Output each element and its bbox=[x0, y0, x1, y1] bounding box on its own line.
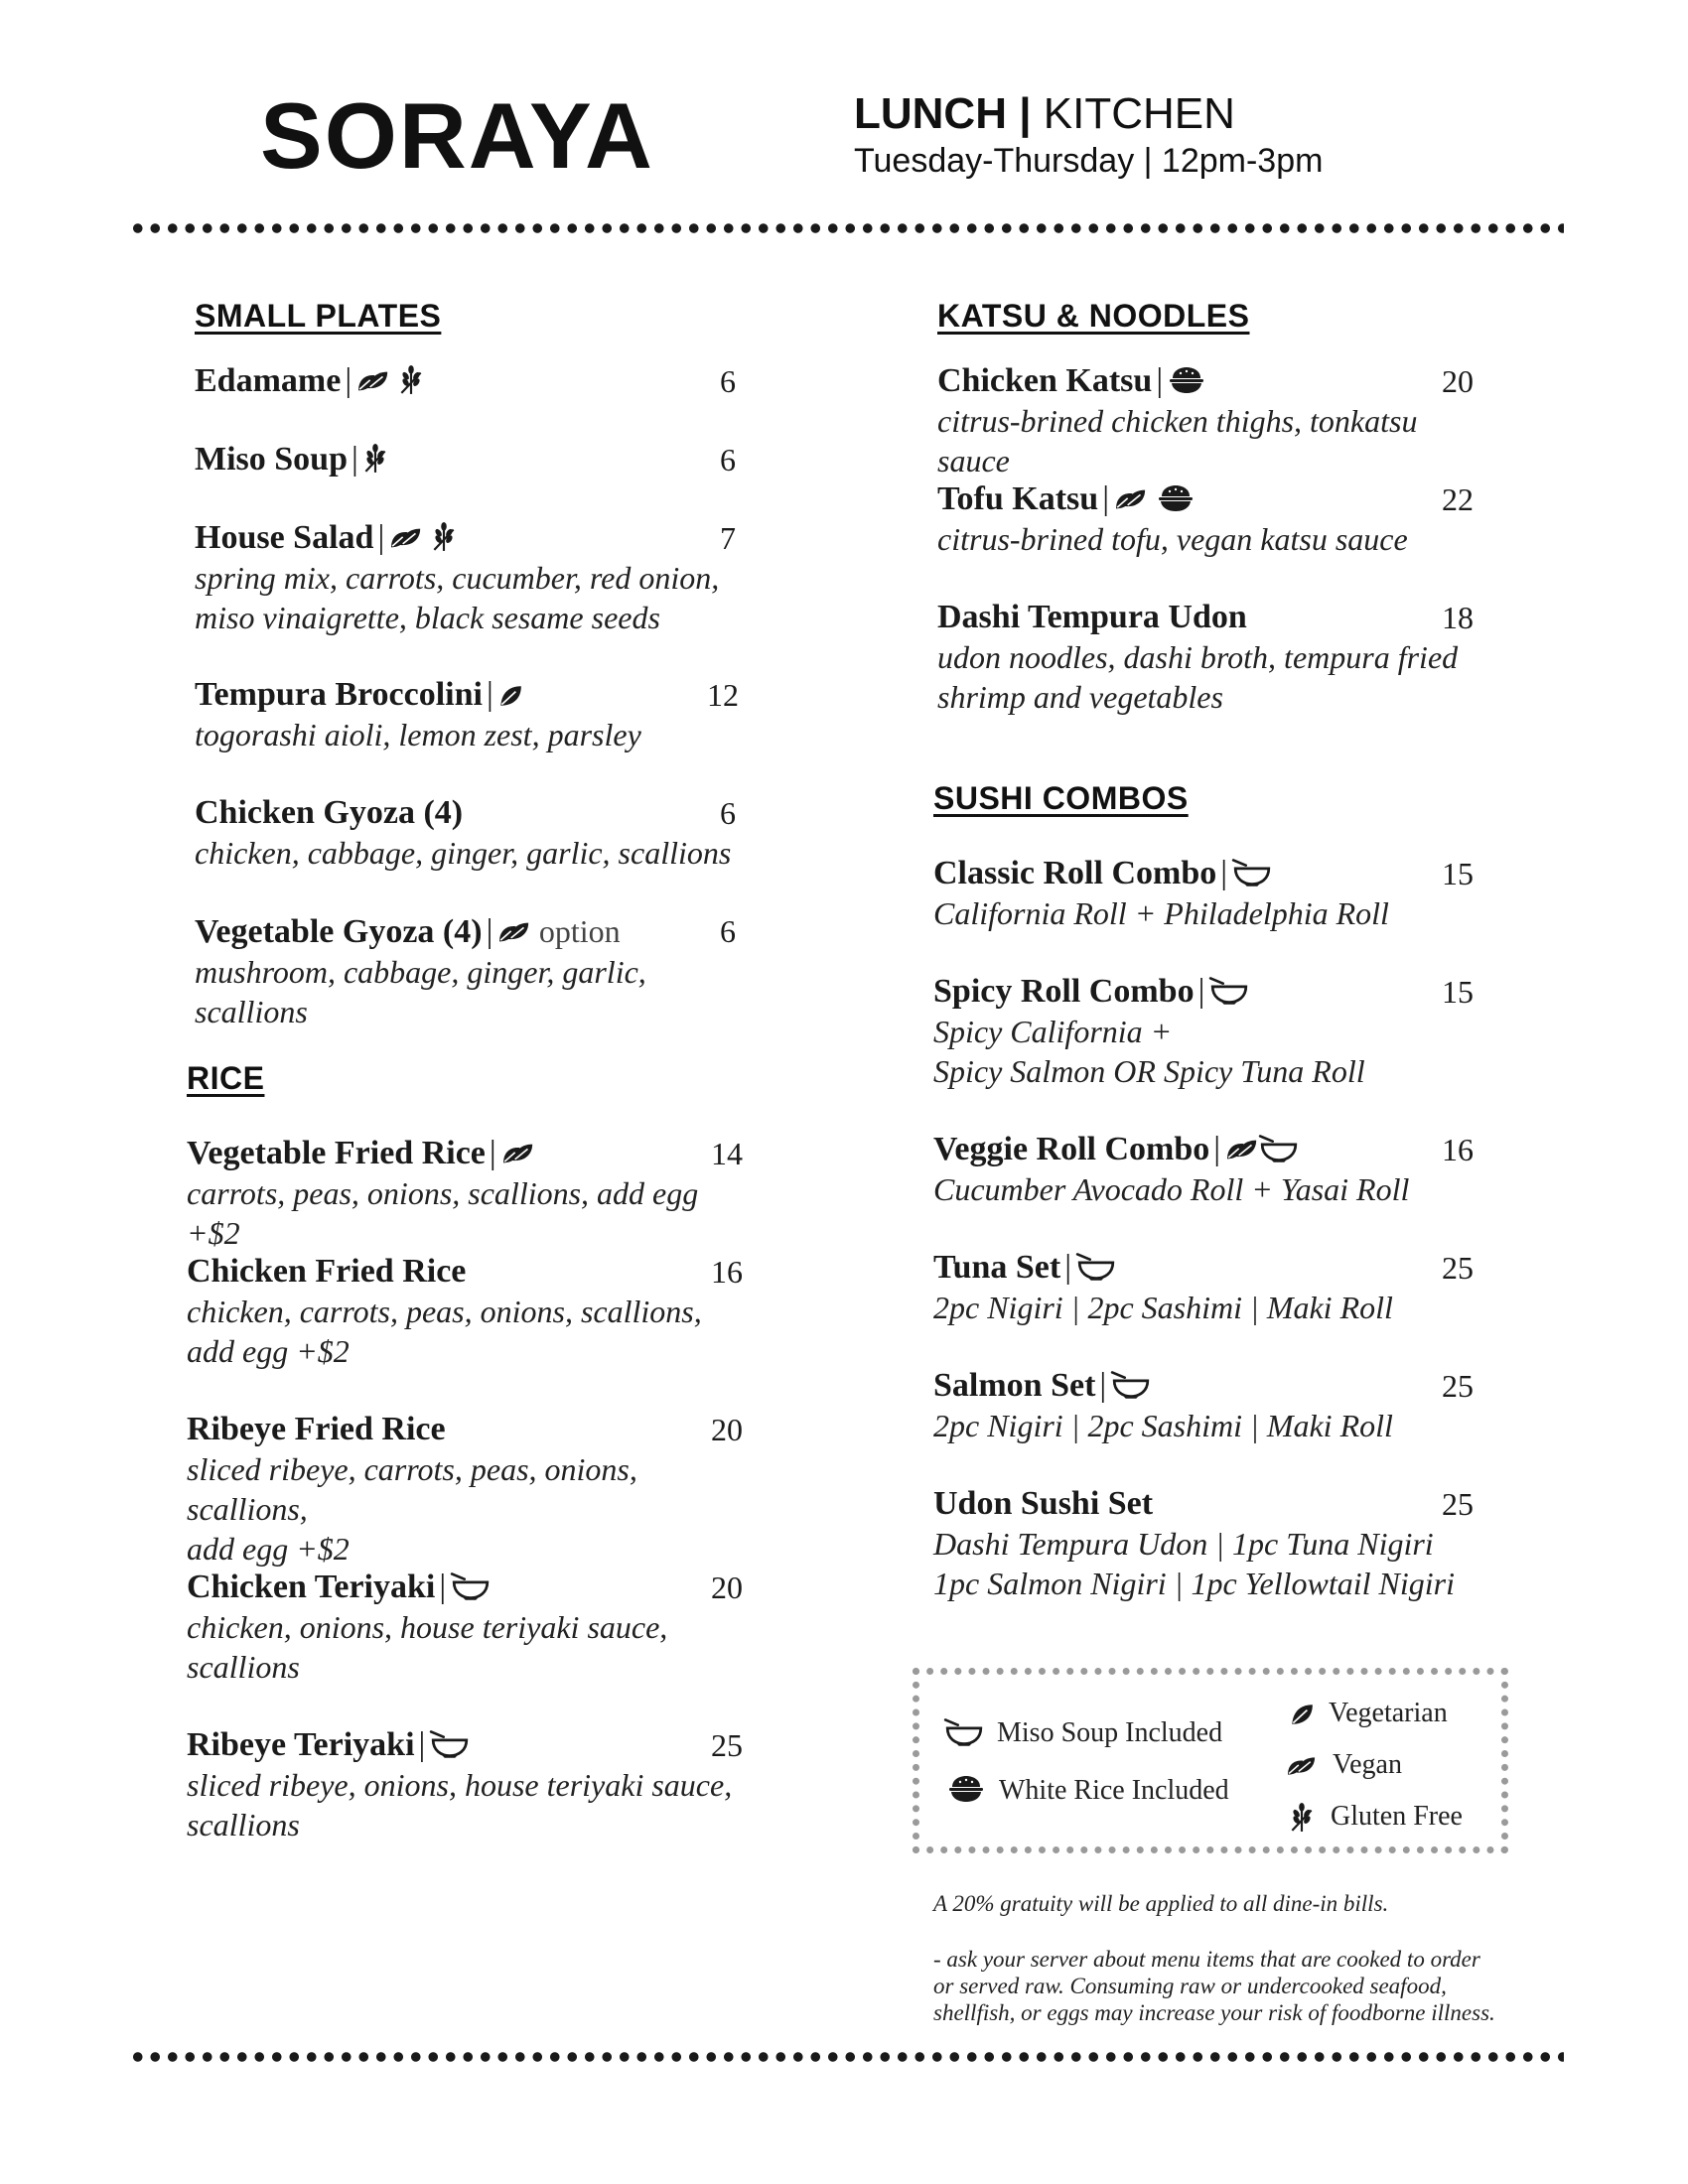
miso-soup-icon bbox=[450, 1570, 492, 1601]
item-price: 14 bbox=[711, 1136, 743, 1171]
legend-rice-label: White Rice Included bbox=[999, 1775, 1229, 1806]
item-name: Udon Sushi Set bbox=[933, 1485, 1154, 1522]
bottom-dotted-divider bbox=[129, 2051, 1564, 2063]
item-name: Chicken Teriyaki bbox=[187, 1569, 436, 1605]
gluten-free-icon bbox=[431, 522, 457, 552]
item-description: spring mix, carrots, cucumber, red onion, bbox=[195, 560, 720, 596]
item-price: 16 bbox=[1442, 1132, 1474, 1167]
item-description: Cucumber Avocado Roll + Yasai Roll bbox=[933, 1171, 1410, 1207]
menu-item: Edamame | 6 bbox=[195, 362, 736, 399]
legend-miso-label: Miso Soup Included bbox=[997, 1717, 1223, 1748]
item-description: Dashi Tempura Udon | 1pc Tuna Nigiri bbox=[933, 1526, 1434, 1562]
item-price: 20 bbox=[1442, 363, 1474, 399]
menu-item: Chicken Teriyaki | 20 chicken, onions, house teriyaki sauce, scallions bbox=[187, 1569, 743, 1685]
item-description: chicken, carrots, peas, onions, scallions, bbox=[187, 1294, 702, 1329]
item-name: Vegetable Fried Rice bbox=[187, 1135, 486, 1171]
section-sushi-combos: SUSHI COMBOS bbox=[933, 780, 1189, 816]
menu-item bbox=[937, 598, 1493, 717]
vegan-icon bbox=[355, 367, 389, 395]
menu-item: Vegetable Fried Rice | 14 carrots, peas, onions, scallions, add egg +$2 bbox=[187, 1135, 743, 1251]
item-description: 1pc Salmon Nigiri | 1pc Yellowtail Nigiri bbox=[933, 1566, 1455, 1601]
item-description: California Roll + Philadelphia Roll bbox=[933, 895, 1389, 931]
vegan-icon bbox=[1224, 1136, 1258, 1163]
section-katsu-noodles: KATSU & NOODLES bbox=[937, 298, 1250, 334]
item-name: House Salad bbox=[195, 519, 374, 556]
vegan-option-label: option bbox=[538, 913, 621, 949]
item-description: togorashi aioli, lemon zest, parsley bbox=[195, 717, 641, 752]
top-dotted-divider bbox=[129, 222, 1564, 234]
item-name: Chicken Katsu bbox=[937, 362, 1153, 399]
item-name: Tempura Broccolini bbox=[195, 676, 483, 713]
item-price: 18 bbox=[1442, 600, 1474, 635]
item-description: sliced ribeye, carrots, peas, onions, scallions, bbox=[187, 1451, 637, 1527]
rice-bowl-icon bbox=[1156, 483, 1196, 513]
menu-item bbox=[187, 1410, 743, 1569]
section-rice: RICE bbox=[187, 1060, 265, 1096]
item-description: Spicy California + bbox=[933, 1014, 1173, 1049]
miso-soup-icon bbox=[1110, 1368, 1152, 1400]
menu-label: LUNCH bbox=[854, 89, 1007, 138]
item-description: mushroom, cabbage, ginger, garlic, scallions bbox=[195, 954, 646, 1029]
item-description: chicken, cabbage, ginger, garlic, scallions bbox=[195, 835, 732, 871]
item-price: 6 bbox=[720, 795, 736, 831]
item-price: 7 bbox=[720, 520, 736, 556]
item-price: 15 bbox=[1442, 974, 1474, 1010]
rice-bowl-icon bbox=[946, 1774, 986, 1804]
menu-item: Vegetable Gyoza (4) | option 6 mushroom, cabbage, ginger, garlic, scallions bbox=[195, 911, 741, 1031]
item-description: miso vinaigrette, black sesame seeds bbox=[195, 600, 660, 635]
menu-item: Ribeye Teriyaki | 25 sliced ribeye, onions, house teriyaki sauce, scallions bbox=[187, 1726, 743, 1843]
brand-logo: SORAYA bbox=[260, 83, 654, 188]
gluten-free-icon bbox=[1289, 1803, 1315, 1833]
miso-soup-icon bbox=[1208, 974, 1250, 1006]
menu-item bbox=[187, 1252, 743, 1371]
gratuity-note: A 20% gratuity will be applied to all dine-in bills. bbox=[933, 1891, 1389, 1916]
item-description: citrus-brined chicken thighs, tonkatsu sauce bbox=[937, 403, 1418, 478]
item-description: add egg +$2 bbox=[187, 1333, 350, 1369]
item-name: Veggie Roll Combo bbox=[933, 1131, 1210, 1167]
item-description: 2pc Nigiri | 2pc Sashimi | Maki Roll bbox=[933, 1290, 1393, 1325]
item-name: Miso Soup bbox=[195, 441, 348, 478]
item-price: 12 bbox=[707, 677, 739, 713]
item-price: 6 bbox=[720, 442, 736, 478]
item-name: Vegetable Gyoza (4) bbox=[195, 913, 483, 950]
vegetarian-icon bbox=[497, 683, 523, 709]
item-price: 6 bbox=[720, 913, 736, 949]
menu-item bbox=[933, 1484, 1489, 1603]
item-description: udon noodles, dashi broth, tempura fried bbox=[937, 639, 1459, 675]
menu-item: Veggie Roll Combo | 16 Cucumber Avocado Roll + Yasai Roll bbox=[933, 1130, 1489, 1209]
vegan-icon bbox=[1285, 1753, 1317, 1779]
item-price: 22 bbox=[1442, 481, 1474, 517]
item-name: Edamame bbox=[195, 362, 342, 399]
legend-vegan-label: Vegan bbox=[1333, 1749, 1402, 1780]
item-name: Classic Roll Combo bbox=[933, 855, 1217, 891]
item-description: Spicy Salmon OR Spicy Tuna Roll bbox=[933, 1053, 1365, 1089]
item-name: Tofu Katsu bbox=[937, 480, 1099, 517]
item-price: 15 bbox=[1442, 856, 1474, 891]
item-name: Chicken Fried Rice bbox=[187, 1253, 467, 1290]
kitchen-label: KITCHEN bbox=[1043, 89, 1235, 138]
menu-item bbox=[195, 793, 741, 873]
legend-gluten-free-label: Gluten Free bbox=[1331, 1801, 1463, 1832]
menu-item: Salmon Set | 25 2pc Nigiri | 2pc Sashimi | Maki Roll bbox=[933, 1366, 1489, 1445]
item-description: add egg +$2 bbox=[187, 1531, 350, 1567]
item-price: 25 bbox=[1442, 1486, 1474, 1522]
miso-soup-icon bbox=[1075, 1250, 1117, 1282]
item-description: citrus-brined tofu, vegan katsu sauce bbox=[937, 521, 1408, 557]
gluten-free-icon bbox=[398, 365, 424, 395]
item-name: Dashi Tempura Udon bbox=[937, 599, 1247, 635]
vegan-icon bbox=[500, 1140, 534, 1167]
item-name: Salmon Set bbox=[933, 1367, 1096, 1404]
menu-separator: | bbox=[1019, 89, 1032, 138]
item-price: 16 bbox=[711, 1254, 743, 1290]
vegan-icon bbox=[496, 918, 530, 946]
vegan-icon bbox=[388, 524, 422, 552]
item-name: Chicken Gyoza (4) bbox=[195, 794, 464, 831]
vegetarian-icon bbox=[1289, 1702, 1315, 1727]
item-name: Tuna Set bbox=[933, 1249, 1061, 1286]
rice-bowl-icon bbox=[1167, 365, 1206, 395]
miso-soup-icon bbox=[1258, 1132, 1300, 1163]
item-price: 6 bbox=[720, 363, 736, 399]
menu-item: Tempura Broccolini | 12 togorashi aioli, lemon zest, parsley bbox=[195, 676, 739, 752]
item-price: 25 bbox=[1442, 1250, 1474, 1286]
raw-food-warning-line: shellfish, or eggs may increase your risk of foodborne illness. bbox=[933, 2000, 1495, 2025]
item-description: 2pc Nigiri | 2pc Sashimi | Maki Roll bbox=[933, 1408, 1393, 1443]
section-small-plates: SMALL PLATES bbox=[195, 298, 442, 334]
item-name: Ribeye Fried Rice bbox=[187, 1411, 446, 1447]
miso-soup-icon bbox=[429, 1727, 471, 1759]
legend-vegetarian-label: Vegetarian bbox=[1329, 1698, 1448, 1728]
item-description: sliced ribeye, onions, house teriyaki sauce, bbox=[187, 1767, 733, 1803]
miso-soup-icon bbox=[1231, 856, 1273, 887]
item-price: 20 bbox=[711, 1412, 743, 1447]
item-description: shrimp and vegetables bbox=[937, 679, 1223, 715]
menu-type bbox=[854, 91, 1235, 137]
item-description: chicken, onions, house teriyaki sauce, bbox=[187, 1609, 668, 1645]
vegan-icon bbox=[1113, 485, 1147, 513]
miso-soup-icon bbox=[943, 1715, 985, 1747]
item-description: scallions bbox=[187, 1649, 300, 1685]
menu-item: Chicken Katsu | 20 citrus-brined chicken thighs, tonkatsu sauce bbox=[937, 361, 1493, 480]
menu-item: House Salad | 7 spring mix, carrots, cucumber, red onion, miso vinaigrette, black sesame seeds bbox=[195, 518, 741, 637]
hours: Tuesday-Thursday | 12pm-3pm bbox=[854, 142, 1324, 180]
menu-item: Tofu Katsu | 22 citrus-brined tofu, vegan katsu sauce bbox=[937, 479, 1493, 559]
item-name: Spicy Roll Combo bbox=[933, 973, 1195, 1010]
item-name: Ribeye Teriyaki bbox=[187, 1726, 415, 1763]
menu-item: Classic Roll Combo | 15 California Roll + Philadelphia Roll bbox=[933, 854, 1489, 933]
item-description: carrots, peas, onions, scallions, add egg +$2 bbox=[187, 1175, 699, 1251]
raw-food-warning-line: - ask your server about menu items that are cooked to order bbox=[933, 1947, 1480, 1972]
menu-item: Miso Soup | 6 bbox=[195, 441, 736, 478]
item-price: 25 bbox=[1442, 1368, 1474, 1404]
raw-food-warning-line: or served raw. Consuming raw or undercooked seafood, bbox=[933, 1974, 1447, 1998]
menu-item: Spicy Roll Combo | 15 Spicy California + Spicy Salmon OR Spicy Tuna Roll bbox=[933, 972, 1489, 1091]
item-description: scallions bbox=[187, 1807, 300, 1843]
gluten-free-icon bbox=[362, 444, 388, 474]
item-price: 25 bbox=[711, 1727, 743, 1763]
menu-item: Tuna Set | 25 2pc Nigiri | 2pc Sashimi | Maki Roll bbox=[933, 1248, 1489, 1327]
item-price: 20 bbox=[711, 1570, 743, 1605]
